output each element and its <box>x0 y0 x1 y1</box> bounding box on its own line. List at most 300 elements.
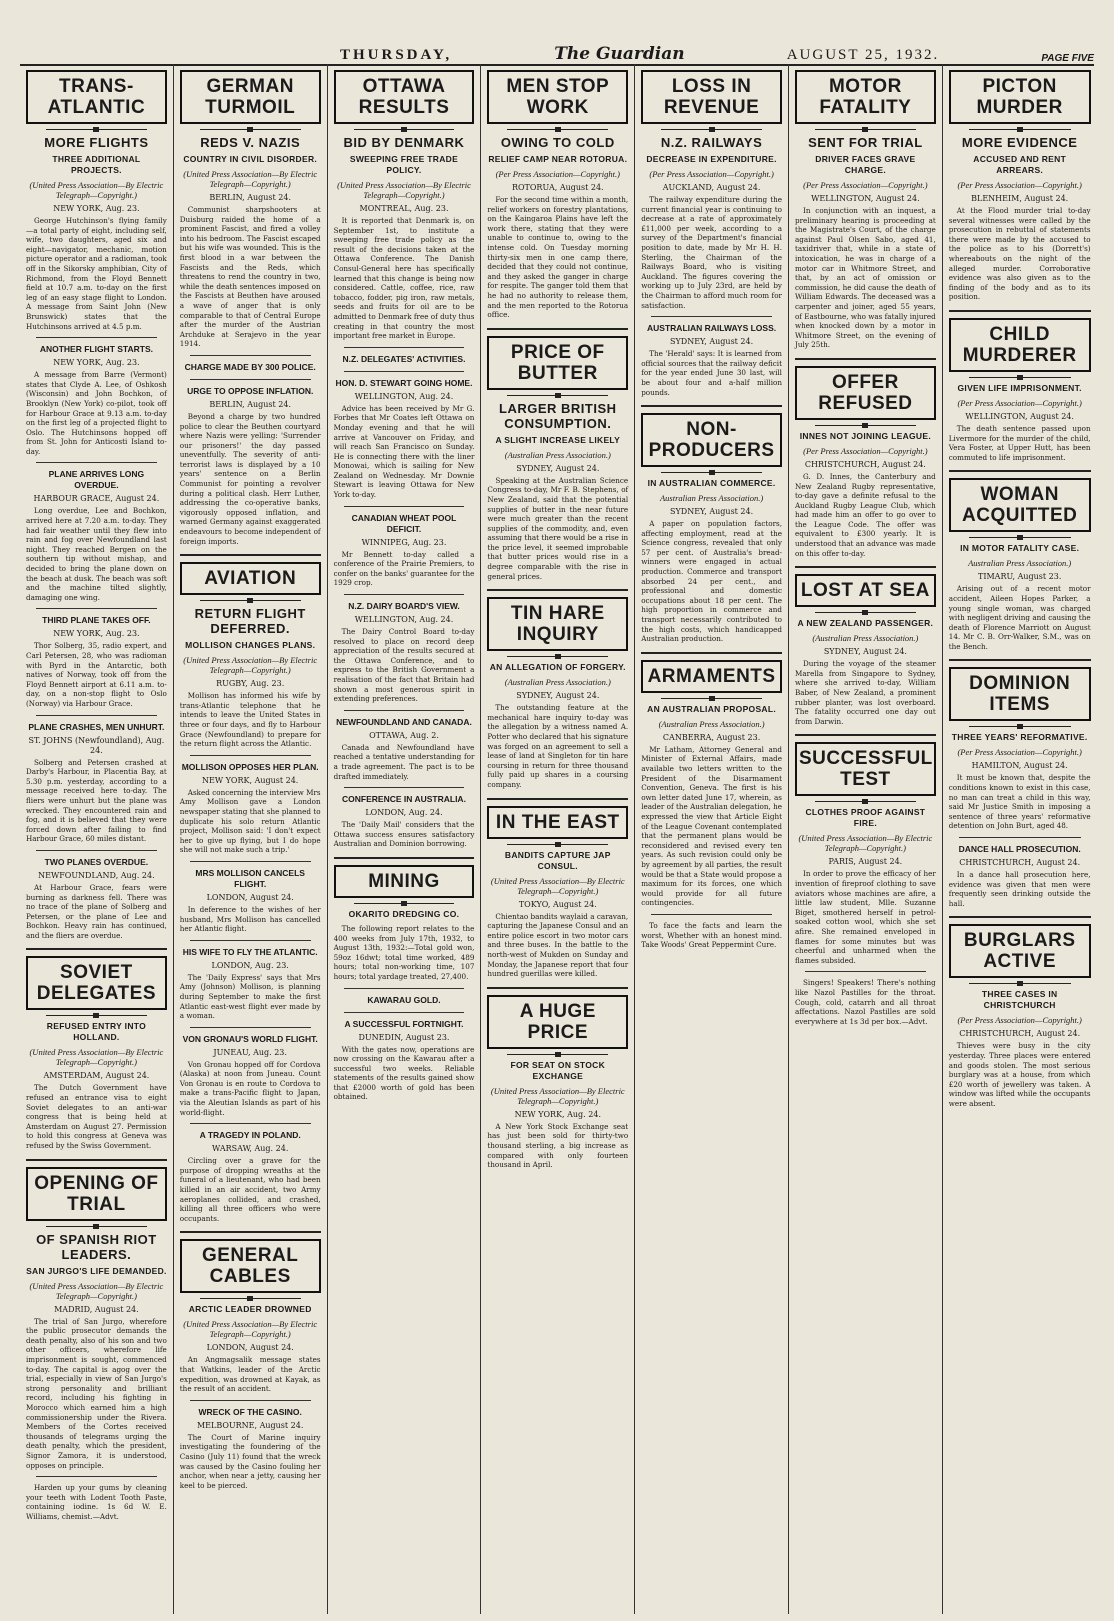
headline: SUCCESSFUL TEST <box>798 748 933 791</box>
kicker: ACCUSED AND RENT ARREARS. <box>973 154 1067 175</box>
section-divider <box>651 914 772 915</box>
section-divider <box>344 506 465 507</box>
dateline: NEW YORK, Aug. 24. <box>514 1109 601 1119</box>
article-body: In a dance hall prosecution here, evidence was given that men were frequently seen drinking outside the hall. <box>948 870 1091 908</box>
article-body: In order to prove the efficacy of her invention of fireproof clothing to save aviators whose machines are afire, a little law student, Mlle. Suzanne Biget, smothered herself in petrol-soaked cotton wool, which she set afire. She remained enveloped in flames for some minutes but was cheerful and unharmed when the flames subsided. <box>794 869 936 965</box>
article-divider <box>180 554 321 556</box>
article-body: In deference to the wishes of her husband, Mrs Mollison has cancelled her Atlantic flight. <box>179 904 321 934</box>
dateline: LONDON, Aug. 23. <box>211 960 289 970</box>
press-credit: (Per Press Association—Copyright.) <box>803 445 928 456</box>
ornament-rule <box>969 726 1071 727</box>
kicker: SWEEPING FREE TRADE POLICY. <box>349 154 459 175</box>
dateline: PARIS, August 24. <box>828 857 903 867</box>
press-credit: (Per Press Association—Copyright.) <box>957 397 1082 408</box>
press-credit: (Per Press Association—Copyright.) <box>957 747 1082 758</box>
dateline: OTTAWA, Aug. 2. <box>369 730 439 740</box>
dateline: NEW YORK, August 24. <box>202 775 299 785</box>
headline-box <box>26 1167 167 1221</box>
kicker: AN AUSTRALIAN PROPOSAL. <box>647 703 777 714</box>
dateline: RUGBY, Aug. 23. <box>216 679 285 689</box>
ornament-rule <box>507 844 608 845</box>
dateline: WINNIPEG, Aug. 23. <box>361 537 447 547</box>
kicker: ARCTIC LEADER DROWNED <box>188 1304 312 1315</box>
article-body: Long overdue, Lee and Bochkon, arrived here at 7.20 a.m. to-day. They had fair weather until they flew into rain and fog over Newfoundland last night. They reached Bergen on the southern tip without mishap, and decided to bring the plane down on the beach at dusk. The beach was soft and the machine tilted slightly, damaging one wing. <box>26 506 167 602</box>
press-credit: (United Press Association—By Electric Telegraph—Copyright.) <box>29 1047 164 1068</box>
headline-box <box>487 70 628 124</box>
article <box>180 554 321 1223</box>
article <box>487 328 628 582</box>
article-body: The death sentence passed upon Livermore for the murder of the child, Vera Foster, at Upper Hutt, has been commuted to life imprisonment. <box>948 423 1091 462</box>
masthead-date: AUGUST 25, 1932. <box>786 47 940 63</box>
headline: LOSS IN REVENUE <box>663 76 760 118</box>
section-divider <box>190 379 311 380</box>
ornament-rule <box>661 698 762 699</box>
dateline: CHRISTCHURCH, August 24. <box>959 858 1081 868</box>
subheadline: MORE FLIGHTS <box>44 135 149 150</box>
article <box>795 734 936 965</box>
article-body: During the voyage of the steamer Marella from Singapore to Sydney, where she arrived to-day, William Baber, of New Zealand, a prominent rubber planter, was lost overboard. The fatality occurred one day out from Darwin. <box>794 659 936 726</box>
kicker: A NEW ZEALAND PASSENGER. <box>797 618 934 629</box>
article-body: Communist sharpshooters at Duisburg raided the home of a prominent Fascist, and fired a volley into his bedroom. The Fascist escaped but his wife was wounded. This is the first blood in a war between the Fascists and the Reds, which threatens to rend the country in two, while the death sentences imposed on the Fascists at Beuthen have aroused a wave of anger that is only comparable to that of Central Europe after the murder of the Austrian Archduke at Serajevo in the year 1914. <box>179 205 321 349</box>
press-credit: (United Press Association—By Electric Telegraph—Copyright.) <box>183 1319 318 1340</box>
section-divider <box>344 988 465 989</box>
section-heading: A SUCCESSFUL FORTNIGHT. <box>344 1018 464 1029</box>
headline-box <box>641 660 782 693</box>
dateline: DUNEDIN, August 23. <box>358 1032 450 1042</box>
section-heading: HON. D. STEWART GOING HOME. <box>335 377 473 388</box>
headline: NON-PRODUCERS <box>648 419 775 462</box>
kicker: MOLLISON CHANGES PLANS. <box>185 640 316 651</box>
ornament-rule <box>969 537 1071 538</box>
column-3 <box>328 64 482 1614</box>
ornament-rule <box>969 983 1071 984</box>
article-divider <box>949 916 1091 918</box>
dateline: SYDNEY, August 24. <box>516 463 600 473</box>
section-heading: URGE TO OPPOSE INFLATION. <box>187 385 314 396</box>
headline: PICTON MURDER <box>976 76 1063 118</box>
article-divider <box>334 857 475 859</box>
headline: SOVIET DELEGATES <box>36 962 156 1005</box>
article-divider <box>795 566 936 568</box>
press-credit: (United Press Association—By Electric Telegraph—Copyright.) <box>183 169 318 189</box>
kicker: DRIVER FACES GRAVE CHARGE. <box>815 154 916 175</box>
dateline: SYDNEY, August 24. <box>823 647 907 657</box>
ornament-rule <box>354 129 455 130</box>
article-body: The 'Daily Mail' considers that the Ottawa success ensures satisfactory Australian and Dominion borrowing. <box>333 820 475 849</box>
article-body: George Hutchinson's flying family —a total party of eight, including self, wife, two daughters, aged six and eight—navigator, mechanic, motion picture operator and a radioman, took off in the Sikorsky amphibian, City of Richmond, from the Floyd Bennett field at 10.7 a.m. to-day on the first leg of an easy stage flight to London. A message from Saint John (New Brunswick) states that the Hutchinsons arrived at 4.5 p.m. <box>26 216 167 331</box>
dateline: CHRISTCHURCH, August 24. <box>804 459 926 469</box>
press-credit: (United Press Association—By Electric Telegraph—Copyright.) <box>490 875 625 896</box>
article <box>487 798 628 979</box>
ornament-rule <box>46 1015 147 1016</box>
headline-box <box>487 995 628 1049</box>
headline: DOMINION ITEMS <box>969 673 1071 716</box>
article-body: G. D. Innes, the Canterbury and New Zealand Rugby representative, to-day gave a definite refusal to the Auckland Rugby League Club, which had made him an offer to go over to the League Code. The offer was equivalent to £300 yearly. It is understood that an advance was made on this offer to-day. <box>794 471 936 558</box>
article-body: Speaking at the Australian Science Congress to-day, Mr F. B. Stephens, of New Zealand, said that the potential supplies of butter in the near future were much greater than the recent supplies of the commodity, and, even assuming that there would be a rise in the price level, it seemed improbable that butter prices would rise in a degree comparable with the rise in general prices. <box>487 475 629 581</box>
ornament-rule <box>507 656 608 657</box>
advertisement: To face the facts and learn the worst, Whether with an honest mind. Take Woods' Great Peppermint Cure. <box>641 920 782 950</box>
headline: ARMAMENTS <box>647 665 776 687</box>
article-divider <box>641 405 782 407</box>
section-divider <box>344 347 465 348</box>
headline-box <box>795 742 936 796</box>
article <box>180 1231 321 1490</box>
article <box>795 358 936 558</box>
dateline: AMSTERDAM, August 24. <box>43 1071 150 1081</box>
article-body: At the Flood murder trial to-day several witnesses were called by the prosecution in rebuttal of statements there were made by the accused to the police as to his (Dorrett's) whereabouts on the night of the alleged murder. Corroborative evidence was also given as to the finding of the body and as to its position. <box>948 206 1091 302</box>
subheadline: MORE EVIDENCE <box>961 135 1078 150</box>
ornament-rule <box>815 425 916 426</box>
headline-box <box>795 366 936 420</box>
headline-box <box>26 956 167 1010</box>
press-credit: (Australian Press Association.) <box>812 633 919 644</box>
ornament-rule <box>969 377 1071 378</box>
press-credit: (United Press Association—By Electric Telegraph—Copyright.) <box>29 1280 164 1301</box>
dateline: NEW YORK, Aug. 23. <box>53 204 140 213</box>
section-divider <box>344 594 465 595</box>
dateline: WARSAW, Aug. 24. <box>212 1144 289 1154</box>
article-divider <box>949 659 1091 661</box>
press-credit: (United Press Association—By Electric Telegraph—Copyright.) <box>183 655 318 676</box>
headline-box <box>334 70 475 124</box>
article-body: Circling over a grave for the purpose of dropping wreaths at the funeral of a lieutenant, who had been killed in an air accident, two Army aeroplanes collided, and crashed, killing all three officers who were occupants. <box>179 1156 321 1223</box>
kicker: THREE ADDITIONAL PROJECTS. <box>52 154 141 175</box>
column-4 <box>481 64 635 1614</box>
section-heading: WRECK OF THE CASINO. <box>198 1406 302 1417</box>
article-divider <box>487 798 628 800</box>
headline: IN THE EAST <box>495 811 620 833</box>
dateline: ROTORUA, August 24. <box>511 183 604 192</box>
ornament-rule <box>507 129 608 130</box>
section-divider <box>190 1027 311 1028</box>
section-heading: MRS MOLLISON CANCELS FLIGHT. <box>195 867 305 889</box>
columns-container <box>20 64 1097 1614</box>
dateline: NEW YORK, Aug. 23. <box>53 358 140 368</box>
dateline: CANBERRA, August 23. <box>662 732 761 742</box>
headline-box <box>641 70 782 124</box>
article-divider <box>949 470 1091 472</box>
article-divider <box>795 734 936 736</box>
article-divider <box>180 1231 321 1233</box>
dateline: AUCKLAND, August 24. <box>662 183 761 192</box>
kicker: A SLIGHT INCREASE LIKELY <box>495 434 621 445</box>
headline: A HUGE PRICE <box>519 1000 596 1043</box>
section-divider <box>344 787 465 788</box>
subheadline: LARGER BRITISH CONSUMPTION. <box>499 400 617 431</box>
article <box>26 1159 167 1471</box>
headline: OTTAWA RESULTS <box>358 76 450 118</box>
dateline: NEWFOUNDLAND, Aug. 24. <box>38 870 155 880</box>
dateline: MONTREAL, Aug. 23. <box>359 204 449 213</box>
section-heading: CONFERENCE IN AUSTRALIA. <box>342 794 466 805</box>
ornament-rule <box>354 903 455 904</box>
dateline: JUNEAU, Aug. 23. <box>213 1047 287 1057</box>
article-body: Mollison has informed his wife by trans-Atlantic telephone that he intends to leave the United States in three or four days, and fly to Harbour Grace (Newfoundland) to prepare for the return flight across the Atlantic. <box>179 691 321 749</box>
article-divider <box>26 948 167 950</box>
dateline: LONDON, August 24. <box>206 1343 294 1353</box>
headline: BURGLARS ACTIVE <box>963 930 1076 973</box>
kicker: OKARITO DREDGING CO. <box>348 908 460 919</box>
column-5 <box>635 64 789 1614</box>
kicker: GIVEN LIFE IMPRISONMENT. <box>957 382 1082 393</box>
article-body: Advice has been received by Mr G. Forbes that Mr Coates left Ottawa on Monday evening and that he will arrive at Vancouver on Friday, and will reach San Francisco on Sunday. He is connecting there with the liner Monowai, which is sailing for New Zealand on Wednesday. Mr Downie Stewart is leaving Ottawa for New York to-day. <box>333 403 475 500</box>
article <box>641 652 782 908</box>
press-credit: (Per Press Association—Copyright.) <box>495 169 620 179</box>
ornament-rule <box>815 612 916 613</box>
article-body: A New York Stock Exchange seat has just been sold for thirty-two thousand sterling, a big increase as compared with only fourteen thousand in April. <box>487 1121 629 1170</box>
headline-box <box>26 70 167 124</box>
headline: TIN HARE INQUIRY <box>510 603 605 646</box>
kicker: THREE YEARS' REFORMATIVE. <box>951 732 1088 743</box>
article <box>949 659 1091 908</box>
section-heading: PLANE CRASHES, MEN UNHURT. <box>28 721 165 732</box>
masthead-day: THURSDAY, <box>340 47 453 63</box>
subheadline: REDS V. NAZIS <box>200 135 301 150</box>
subheadline: RETURN FLIGHT DEFERRED. <box>194 606 306 637</box>
article-body: Chientao bandits waylaid a caravan, capturing the Japanese Consul and an entire police escort in two motor cars and three buses. In the battle to the north-west of Mukden on Sunday and Monday, the Japanese report that four hundred guerillas were killed. <box>487 911 629 979</box>
article-divider <box>949 310 1091 312</box>
press-credit: (United Press Association—By Electric Telegraph—Copyright.) <box>29 180 164 200</box>
section-divider <box>190 755 311 756</box>
section-heading: N.Z. DAIRY BOARD'S VIEW. <box>348 601 460 612</box>
article-body: Von Gronau hopped off for Cordova (Alaska) at noon from Juneau. Count Von Gronau is en route to Cordova to make a trans-Pacific flight to Japan, via the Aleutian Islands as part of his world-flight. <box>179 1059 321 1117</box>
press-credit: (Per Press Association—Copyright.) <box>957 1015 1082 1026</box>
article-divider <box>641 652 782 654</box>
dateline: SYDNEY, August 24. <box>516 691 600 701</box>
kicker: CLOTHES PROOF AGAINST FIRE. <box>805 807 926 829</box>
article-body: The trial of San Jurgo, wherefore the public prosecutor demands the death penalty, also of his son and two other officers, wherefore life imprisonment is sought, commenced to-day. The capital is agog over the trial, especially in view of San Jurgo's strong personality and brilliant record, including his fighting in Morocco which earned him a high commissionership under the Rivera. Members of the Cortes received thousands of telegrams urging the death penalty, which the president, Signor Zamora, it is understood, opposes on principle. <box>26 1316 167 1470</box>
article-body: The 'Herald' says: It is learned from official sources that the railway deficit for the year ended June 30 last, will be about four and a-half million pounds. <box>641 349 782 397</box>
headline-box <box>795 574 936 607</box>
kicker: THREE CASES IN CHRISTCHURCH <box>981 989 1058 1011</box>
article-body: Arising out of a recent motor accident, Aileen Hopes Parker, a young single woman, was charged with negligent driving and causing the death of Florence Marriott on August 14. Mr C. B. Orr-Walker, S.M., was on the Bench. <box>948 584 1091 651</box>
article-body: For the second time within a month, relief workers on forestry plantations, on the Kaingaroa Plains have left the work there, stating that they were unable to continue to, owing to the intense cold. On Tuesday morning thirty-six men in one camp there, decided that they could not continue, and they asked the ganger in charge for respite. The ganger told them that he had no authority to release them, and the men reported to the Rotorua office. <box>487 195 629 320</box>
article <box>795 70 936 350</box>
kicker: INNES NOT JOINING LEAGUE. <box>799 430 931 441</box>
headline-box <box>949 924 1091 978</box>
dateline: BERLIN, August 24. <box>209 193 291 202</box>
section-heading: PLANE ARRIVES LONG OVERDUE. <box>48 469 145 491</box>
section-heading: CHARGE MADE BY 300 POLICE. <box>184 361 316 372</box>
headline: MEN STOP WORK <box>506 76 610 118</box>
section-heading: MOLLISON OPPOSES HER PLAN. <box>181 761 319 772</box>
dateline: HAMILTON, August 24. <box>971 761 1068 771</box>
article-body: At Harbour Grace, fears were burning as darkness fell. There was no trace of the plane of Solberg and Petersen, or the plane of Lee and Bochkon. Heavy rain has continued, and the fliers are overdue. <box>26 882 167 940</box>
dateline: TIMARU, August 23. <box>977 572 1062 582</box>
article-body: Beyond a charge by two hundred police to clear the Beuthen courtyard where Nazis were yelling: 'Surrender our prisoners!' the day passed uneventfully. The severity of anti-terrorist laws is displayed by a 10 years' sentence on a Berlin Communist for pointing a revolver during a political clash. Herr Luther, addressing the co-operative banks, vigorously opposed inflation, and warned Germany against exaggerated endeavours to become independent of foreign imports. <box>179 411 321 546</box>
article-body: Thieves were busy in the city yesterday. Three places were entered and goods stolen. The most serious burglary was at a house, from which £20 worth of jewellery was taken. A window was lifted while the occupants were absent. <box>948 1041 1091 1108</box>
kicker: REFUSED ENTRY INTO HOLLAND. <box>46 1021 147 1043</box>
dateline: BLENHEIM, August 24. <box>971 194 1069 203</box>
ornament-rule <box>200 600 301 601</box>
dateline: MADRID, August 24. <box>54 1304 139 1314</box>
ornament-rule <box>507 395 608 396</box>
ornament-rule <box>200 129 301 130</box>
masthead <box>20 38 1094 66</box>
kicker: BANDITS CAPTURE JAP CONSUL. <box>504 849 611 871</box>
headline-box <box>487 806 628 839</box>
press-credit: (United Press Association—By Electric Telegraph—Copyright.) <box>337 180 471 200</box>
article <box>334 70 475 849</box>
press-credit: Australian Press Association.) <box>968 558 1072 569</box>
headline: OPENING OF TRIAL <box>34 1172 159 1215</box>
headline: PRICE OF BUTTER <box>510 341 605 384</box>
column-7 <box>943 64 1097 1614</box>
press-credit: (Australian Press Association.) <box>504 449 611 460</box>
ornament-rule <box>46 129 147 130</box>
headline-box <box>487 597 628 651</box>
article-divider <box>26 1159 167 1161</box>
subheadline: OWING TO COLD <box>500 135 615 150</box>
section-heading: THIRD PLANE TAKES OFF. <box>42 615 151 626</box>
press-credit: (Australian Press Association.) <box>658 718 765 729</box>
headline: MINING <box>368 870 440 892</box>
article-body: Canada and Newfoundland have reached a tentative understanding for a trade agreement. The pact is to be drafted immediately. <box>333 742 475 781</box>
headline-box <box>487 336 628 390</box>
article <box>487 70 628 320</box>
headline-box <box>334 865 475 898</box>
dateline: WELLINGTON, Aug. 24. <box>354 615 454 625</box>
headline-box <box>949 667 1091 721</box>
headline: GENERAL CABLES <box>201 1245 299 1288</box>
headline-box <box>180 562 321 595</box>
article-body: Solberg and Petersen crashed at Darby's Harbour, in Placentia Bay, at 5.30 p.m. yesterday, according to a message received here to-day. The fliers were unhurt but the plane was wrecked. They encountered rain and fog, and it is believed that they were forced down after failing to find Harbour Grace, 60 miles distant. <box>26 757 167 844</box>
ornament-rule <box>507 1054 608 1055</box>
section-divider <box>36 1476 157 1477</box>
article <box>26 948 167 1150</box>
headline-box <box>949 478 1091 532</box>
article <box>949 916 1091 1108</box>
page-number: PAGE FIVE <box>1041 53 1094 64</box>
section-divider <box>190 1400 311 1401</box>
section-heading: TWO PLANES OVERDUE. <box>44 856 149 867</box>
dateline: BERLIN, August 24. <box>209 399 291 409</box>
section-divider <box>805 971 926 972</box>
section-divider <box>36 850 157 851</box>
article <box>949 470 1091 651</box>
section-heading: KAWARAU GOLD. <box>367 994 441 1005</box>
section-divider <box>651 316 772 317</box>
dateline: SYDNEY, August 24. <box>670 507 754 517</box>
article-body: The outstanding feature at the mechanical hare inquiry to-day was the allegation by a witness named A. Potter who declared that his signature was forged on an agreement to sell a lease of land at Singleton for tin hare coursing in return for three thousand fully paid up shares in a coursing company. <box>487 703 629 789</box>
article-body: The 'Daily Express' says that Mrs Amy (Johnson) Mollison, is planning during September to make the first Atlantic east-west flight ever made by a woman. <box>179 972 321 1021</box>
dateline: LONDON, Aug. 24. <box>365 808 443 818</box>
article-divider <box>487 987 628 989</box>
headline: WOMAN ACQUITTED <box>962 484 1078 527</box>
article-body: A paper on population factors, affecting employment, read at the Science congress, revealed that only 57 per cent. of Australia's bread-winners were engaged in actual production. Commerce and transport absorbed 24 per cent., and professional and domestic occupations about 18 per cent. The high proportion in commerce and transport necessarily contributed to the high costs, which handicapped Australian production. <box>641 519 782 644</box>
subheadline: N.Z. RAILWAYS <box>660 135 763 150</box>
article-divider <box>487 328 628 330</box>
section-divider <box>190 861 311 862</box>
section-heading: CANADIAN WHEAT POOL DEFICIT. <box>351 512 457 534</box>
article <box>487 589 628 789</box>
press-credit: (United Press Association—By Electric Telegraph—Copyright.) <box>798 833 933 854</box>
section-heading: DANCE HALL PROSECUTION. <box>958 844 1081 855</box>
column-1 <box>20 64 174 1614</box>
section-divider <box>190 1123 311 1124</box>
press-credit: (Australian Press Association.) <box>504 677 611 688</box>
kicker: DECREASE IN EXPENDITURE. <box>646 154 777 164</box>
headline: GERMAN TURMOIL <box>205 76 296 118</box>
headline-box <box>949 318 1091 372</box>
press-credit: (Per Press Association—Copyright.) <box>803 180 928 190</box>
section-heading: N.Z. DELEGATES' ACTIVITIES. <box>342 353 466 364</box>
subheadline: BID BY DENMARK <box>343 135 465 150</box>
article-body: It is reported that Denmark is, on September 1st, to institute a sweeping free trade policy as the result of the decisions taken at the Ottawa Conference. The Danish Consul-General here has specifically learned that this change is being now considered. Cattle, coffee, rice, raw tobacco, fodder, pig iron, raw metals, seeds and fruits for oil are to be admitted to Denmark free of duty thus creating in that country the most important free market in Europe. <box>333 216 475 341</box>
article-body: It must be known that, despite the conditions known to exist in this case, no man can treat a child in this way, said Mr Justice Smith in imposing a sentence of three years' reformative detention on John Burt, aged 48. <box>948 773 1091 831</box>
headline: TRANS-ATLANTIC <box>47 76 146 118</box>
article-body: With the gates now, operations are now crossing on the Kawarau after a successful two weeks. Reliable statements of the results gained show that £2000 worth of gold has been obtained. <box>333 1044 475 1102</box>
dateline: TOKYO, August 24. <box>518 899 597 909</box>
kicker: SAN JURGO'S LIFE DEMANDED. <box>26 1265 167 1276</box>
section-divider <box>36 715 157 716</box>
article-body: Mr Bennett to-day called a conference of the Prairie Premiers, to confer on the banks' guarantee for the 1929 crop. <box>333 549 475 588</box>
article-body: The Court of Marine inquiry investigating the foundering of the Casino (July 11) found that the wreck was caused by the Casino fouling her anchor, when near a jetty, causing her keel to be pierced. <box>179 1432 321 1490</box>
headline-box <box>949 70 1091 124</box>
article <box>26 70 167 940</box>
ornament-rule <box>969 129 1071 130</box>
dateline: SYDNEY, August 24. <box>670 337 754 347</box>
ornament-rule <box>661 129 762 130</box>
section-divider <box>190 940 311 941</box>
article <box>641 405 782 644</box>
dateline: CHRISTCHURCH, August 24. <box>959 1029 1081 1039</box>
subheadline: OF SPANISH RIOT LEADERS. <box>36 1231 157 1262</box>
article-body: Thor Solberg, 35, radio expert, and Carl Petersen, 28, who was radioman with Byrd in the Antarctic, both natives of Norway, took off from the Floyd Bennett airport at 6.11 a.m. to-day, on a non-stop flight to Oslo (Norway) via Harbour Grace. <box>26 641 167 708</box>
dateline: HARBOUR GRACE, August 24. <box>33 494 160 504</box>
section-heading: NEWFOUNDLAND AND CANADA. <box>336 716 472 727</box>
article-body: The railway expenditure during the current financial year is continuing to decrease at a rate of approximately £11,000 per week, according to a survey of the Department's financial position to date, made by Mr H. H. Sterling, the Chairman of the Railways Board, who is visiting Auckland. The figures covering the working up to July 23rd, are held by the Chairman to afford much room for satisfaction. <box>641 195 782 310</box>
press-credit: Australian Press Association.) <box>659 493 764 504</box>
press-credit: (Per Press Association—Copyright.) <box>649 169 774 179</box>
press-credit: (United Press Association—By Electric Telegraph—Copyright.) <box>490 1085 625 1106</box>
dateline: WELLINGTON, August 24. <box>811 194 920 203</box>
article <box>949 310 1091 462</box>
section-divider <box>344 710 465 711</box>
kicker: FOR SEAT ON STOCK EXCHANGE <box>510 1059 606 1081</box>
article-body: Asked concerning the interview Mrs Amy Mollison gave a London newspaper stating that she planned to duplicate his solo return Atlantic project, Mollison said: 'I don't expect her to give up flying, but I do hope she will not make such a trip.' <box>179 787 321 855</box>
headline-box <box>641 413 782 467</box>
kicker: IN MOTOR FATALITY CASE. <box>960 543 1080 554</box>
section-heading: AUSTRALIAN RAILWAYS LOSS. <box>647 323 777 334</box>
section-heading: A TRAGEDY IN POLAND. <box>199 1130 301 1141</box>
section-divider <box>190 355 311 356</box>
section-divider <box>36 608 157 609</box>
section-heading: VON GRONAU'S WORLD FLIGHT. <box>182 1033 318 1044</box>
section-heading: HIS WIFE TO FLY THE ATLANTIC. <box>182 946 318 957</box>
column-6 <box>789 64 943 1614</box>
article-body: The Dutch Government have refused an entrance visa to eight Soviet delegates to an anti-war congress that is being held at Amsterdam on August 27. Permission to hold this congress at Geneva was refused by the Swiss Government. <box>26 1083 167 1151</box>
article <box>180 70 321 546</box>
article <box>487 987 628 1170</box>
masthead-title: The Guardian <box>554 44 685 64</box>
article-body: Mr Latham, Attorney General and Minister of External Affairs, made available two letters written to the President of the Disarmament Convention, Geneva. The first is his own letter dated June 17, wherein, as leader of the Australian delegation, he expressed the view that Article Eight of the League Covenant contemplated that the permanent plans would be reconsidered and revised every ten years. As such revision could only be by agreement by all parties, the result would be that a State would propose a maximum for its forces, one which would provide for all future contingencies. <box>641 744 782 908</box>
kicker: IN AUSTRALIAN COMMERCE. <box>647 478 776 489</box>
ornament-rule <box>661 472 762 473</box>
ornament-rule <box>815 129 916 130</box>
article-body: In conjunction with an inquest, a preliminary hearing is proceeding at the Magistrate's Court, of the charge against Paul Olsen Sabo, aged 41, taxidriver that, while in a state of intoxication, he was in charge of a motor car in Whitmore Street, and that, by an act of omission or commission, he did cause the death of William Edwards. The deceased was a carpenter and joiner, aged 55 years, of Eastbourne, who was fatally injured when knocked down by a motor in Whitmore Street, on the evening of July 25th. <box>794 206 936 350</box>
article-body: The following report relates to the 400 weeks from July 17th, 1932, to August 13th, 1932:—Total gold won, 59oz 16dwt; total time worked, 489 hours; total non-working time, 107 hours; total yardage treated, 27,400. <box>333 923 475 981</box>
article <box>795 566 936 726</box>
headline: MOTOR FATALITY <box>819 76 912 118</box>
headline: OFFER REFUSED <box>818 371 913 414</box>
dateline: WELLINGTON, August 24. <box>965 411 1074 421</box>
subheadline: SENT FOR TRIAL <box>808 135 923 150</box>
article-body: The Dairy Control Board to-day resolved to place on record deep appreciation of the results secured at the Ottawa Conference, and to express to the British Government a realisation of the fact that Britain had shown a most generous spirit in extending preferences. <box>333 627 475 704</box>
headline-box <box>180 70 321 124</box>
ornament-rule <box>200 1298 301 1299</box>
section-heading: ANOTHER FLIGHT STARTS. <box>39 344 153 355</box>
